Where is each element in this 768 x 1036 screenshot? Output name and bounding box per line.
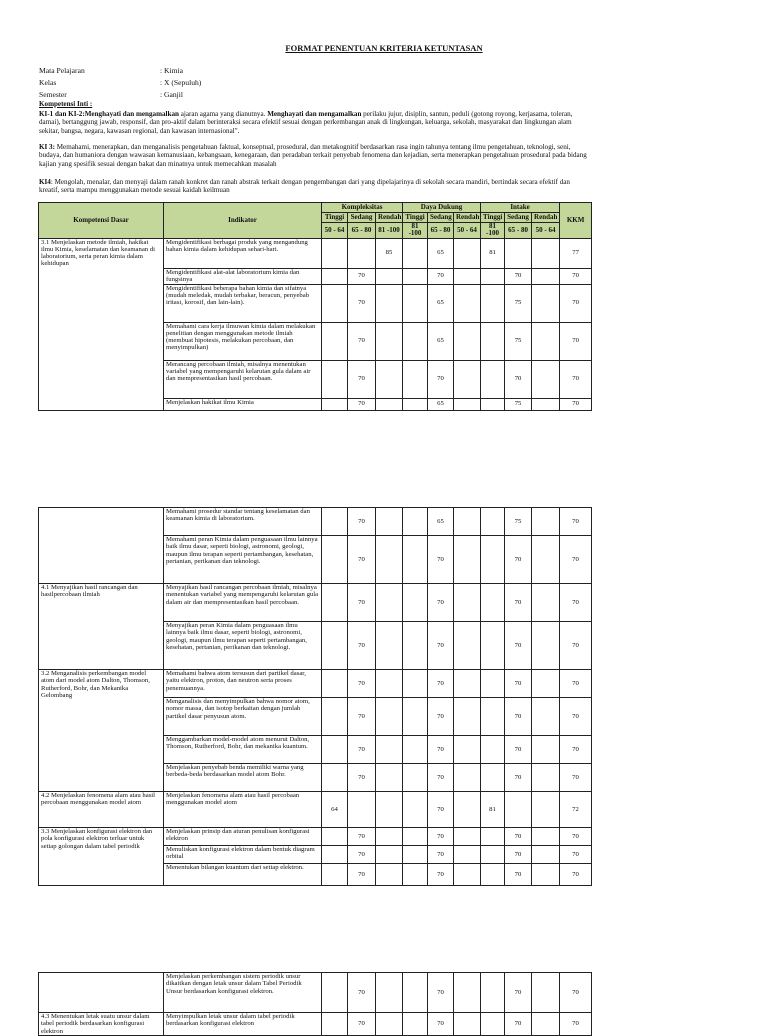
score-cell — [481, 360, 505, 398]
range-label: 50 - 64 — [532, 223, 560, 239]
score-cell — [322, 846, 348, 864]
kompetensi-dasar-cell: 4.1 Menyajikan hasil rancangan dan hasilpercobaan ilmiah — [39, 584, 164, 670]
score-cell: 70 — [505, 973, 532, 1013]
score-cell: 70 — [348, 268, 376, 284]
score-cell: 65 — [428, 238, 454, 268]
score-cell — [532, 736, 560, 764]
score-cell — [322, 828, 348, 846]
indikator-cell: Menjelaskan penyebab benda memiliki warna yang berbeda-beda berdasarkan model atom Bohr. — [164, 764, 322, 792]
score-cell: 70 — [428, 360, 454, 398]
score-cell — [481, 670, 505, 698]
score-cell: 70 — [348, 360, 376, 398]
score-cell: 70 — [348, 508, 376, 536]
score-cell — [403, 864, 428, 886]
table-row — [39, 238, 592, 268]
score-cell — [532, 864, 560, 886]
ki3-paragraph: KI 3: Memahami, menerapkan, dan menganalisis pengetahuan faktual, konseptual, prosedural, dan metakognitif berdasarkan rasa ingin tahunya tentang ilmu pengetahuan, teknologi, seni, budaya, dan humaniora dengan wawasan kemanusiaan, kebangsaan, kenegaraan, dan peradaban terkait penyebab fenomena dan kejadian, serta menerapkan pengetahuan prosedural pada bidang kajian yang spesifik sesuai dengan bakat dan minatnya untuk memecahkan masalah — [39, 143, 587, 168]
score-cell: 65 — [428, 398, 454, 410]
document-title: FORMAT PENENTUAN KRITERIA KETUNTASAN — [285, 43, 483, 53]
score-cell — [376, 508, 403, 536]
kkm-table-continued-2 — [38, 972, 592, 1036]
score-cell — [481, 322, 505, 360]
table-body-page1 — [39, 238, 592, 410]
score-cell: 70 — [505, 764, 532, 792]
kkm-cell: 77 — [560, 238, 592, 268]
score-cell: 70 — [505, 622, 532, 670]
score-cell — [376, 846, 403, 864]
kkm-cell: 70 — [560, 736, 592, 764]
score-cell: 70 — [428, 764, 454, 792]
score-cell: 75 — [505, 284, 532, 322]
level-label: Rendah — [454, 213, 481, 223]
indikator-cell: Menyajikan hasil rancangan percobaan ilmiah, misalnya menentukan variabel yang mempengaruhi kelarutan gula dalam air dan mempresentasikan hasil percobaan. — [164, 584, 322, 622]
score-cell — [454, 508, 481, 536]
score-cell — [481, 764, 505, 792]
kkm-cell: 70 — [560, 622, 592, 670]
indikator-cell: Menyajikan peran Kimia dalam penguasaan ilmu lainnya baik ilmu dasar, seperti biologi, astronomi, geologi, maupun ilmu terapan seperti pertambangan, kesehatan, pertanian, perikanan dan teknologi. — [164, 622, 322, 670]
kkm-cell: 70 — [560, 846, 592, 864]
range-label: 81 -100 — [403, 223, 428, 239]
score-cell: 70 — [428, 864, 454, 886]
score-cell — [454, 698, 481, 736]
score-cell — [376, 864, 403, 886]
score-cell — [376, 828, 403, 846]
ki4-paragraph: KI4: Mengolah, menalar, dan menyaji dalam ranah konkret dan ranah abstrak terkait dengan pengembangan dari yang dipelajarinya di sekolah secara mandiri, bertindak secara efektif dan kreatif, serta mampu menggunakan metode sesuai kaidah keilmuan — [39, 178, 570, 195]
score-cell: 70 — [348, 846, 376, 864]
indikator-cell: Mengidentifikasi beberapa bahan kimia dan sifatnya (mudah meledak, mudah terbakar, beracun, penyebab iritasi, korosif, dan lain-lain). — [164, 284, 322, 322]
score-cell — [454, 670, 481, 698]
score-cell — [322, 622, 348, 670]
score-cell: 70 — [505, 584, 532, 622]
table-body-page2 — [39, 508, 592, 886]
kompetensi-inti-heading: Kompetensi Inti : — [39, 100, 93, 108]
header-kompetensi-dasar: Kompetensi Dasar — [39, 203, 164, 239]
score-cell: 70 — [505, 698, 532, 736]
level-label: Sedang — [348, 213, 376, 223]
score-cell — [532, 698, 560, 736]
table-row — [39, 792, 592, 828]
score-cell — [532, 584, 560, 622]
kompetensi-dasar-cell: 3.3 Menjelaskan konfigurasi elektron dan pola konfigurasi elektron terluar untuk setiap golongan dalam tabel periodik — [39, 828, 164, 886]
score-cell — [532, 622, 560, 670]
score-cell — [481, 508, 505, 536]
meta-label: Mata Pelajaran — [39, 66, 85, 75]
score-cell: 70 — [505, 670, 532, 698]
score-cell — [376, 973, 403, 1013]
score-cell — [454, 284, 481, 322]
level-label: Tinggi — [403, 213, 428, 223]
indikator-cell: Memahami peran Kimia dalam penguasaan ilmu lainnya baik ilmu dasar, seperti biologi, astronomi, geologi, maupun ilmu terapan seperti pertambangan, kesehatan, pertanian, perikanan dan teknologi. — [164, 536, 322, 584]
level-label: Rendah — [532, 213, 560, 223]
score-cell — [454, 536, 481, 584]
score-cell — [403, 238, 428, 268]
score-cell: 70 — [505, 864, 532, 886]
score-cell — [403, 622, 428, 670]
score-cell — [481, 622, 505, 670]
score-cell: 70 — [348, 764, 376, 792]
table-row — [39, 973, 592, 1013]
score-cell — [322, 764, 348, 792]
table-row — [39, 508, 592, 536]
score-cell — [322, 360, 348, 398]
score-cell — [322, 736, 348, 764]
score-cell — [348, 792, 376, 828]
score-cell — [532, 536, 560, 584]
score-cell — [403, 846, 428, 864]
score-cell — [454, 584, 481, 622]
score-cell: 70 — [505, 268, 532, 284]
score-cell: 70 — [505, 360, 532, 398]
score-cell — [481, 973, 505, 1013]
indikator-cell: Merancang percobaan ilmiah, misalnya menentukan variabel yang mempengaruhi kelarutan gula dalam air dan mempresentasikan hasil percobaan. — [164, 360, 322, 398]
score-cell: 70 — [428, 584, 454, 622]
kkm-cell: 70 — [560, 764, 592, 792]
score-cell: 70 — [428, 622, 454, 670]
score-cell: 70 — [428, 536, 454, 584]
score-cell — [454, 828, 481, 846]
score-cell — [376, 792, 403, 828]
score-cell: 70 — [348, 736, 376, 764]
score-cell — [403, 398, 428, 410]
score-cell — [454, 864, 481, 886]
score-cell — [532, 828, 560, 846]
score-cell — [376, 398, 403, 410]
score-cell — [532, 398, 560, 410]
score-cell — [322, 670, 348, 698]
score-cell — [454, 622, 481, 670]
kkm-cell: 70 — [560, 1013, 592, 1036]
indikator-cell: Mengidentifikasi berbagai produk yang mengandung bahan kimia dalam kehidupan sehari-hari. — [164, 238, 322, 268]
level-label: Tinggi — [481, 213, 505, 223]
score-cell — [322, 322, 348, 360]
kkm-cell: 70 — [560, 973, 592, 1013]
score-cell — [403, 736, 428, 764]
header-daya-dukung: Daya Dukung — [403, 203, 481, 213]
indikator-cell: Memahami cara kerja ilmuwan kimia dalam melakukan penelitian dengan menggunakan metode ilmiah (membuat hipotesis, melakukan percobaan, dan menyimpulkan) — [164, 322, 322, 360]
range-label: 81 -100 — [376, 223, 403, 239]
score-cell — [403, 764, 428, 792]
score-cell — [454, 238, 481, 268]
score-cell — [376, 268, 403, 284]
header-kompleksitas: Kompleksitas — [322, 203, 403, 213]
score-cell: 70 — [348, 284, 376, 322]
range-label: 65 - 80 — [505, 223, 532, 239]
score-cell — [403, 828, 428, 846]
score-cell: 70 — [428, 670, 454, 698]
table-row — [39, 828, 592, 846]
meta-value: : Ganjil — [160, 90, 183, 99]
kkm-cell: 70 — [560, 360, 592, 398]
score-cell — [532, 360, 560, 398]
score-cell — [505, 792, 532, 828]
score-cell: 70 — [428, 828, 454, 846]
score-cell — [454, 736, 481, 764]
score-cell: 70 — [348, 322, 376, 360]
score-cell — [532, 322, 560, 360]
table-row — [39, 670, 592, 698]
score-cell: 70 — [348, 584, 376, 622]
score-cell — [481, 398, 505, 410]
score-cell — [322, 864, 348, 886]
indikator-cell: Menjelaskan prinsip dan aturan penulisan konfigurasi elektron — [164, 828, 322, 846]
score-cell: 70 — [348, 973, 376, 1013]
range-label: 65 - 80 — [428, 223, 454, 239]
score-cell — [403, 284, 428, 322]
score-cell: 64 — [322, 792, 348, 828]
kkm-cell: 70 — [560, 398, 592, 410]
kompetensi-dasar-cell: 4.3 Menentukan letak suatu unsur dalam tabel periodik berdasarkan konfigurasi elektron — [39, 1013, 164, 1036]
score-cell: 70 — [505, 736, 532, 764]
score-cell: 70 — [348, 864, 376, 886]
score-cell — [376, 284, 403, 322]
header-indikator: Indikator — [164, 203, 322, 239]
score-cell — [376, 736, 403, 764]
score-cell: 70 — [348, 1013, 376, 1036]
score-cell — [454, 764, 481, 792]
score-cell — [532, 846, 560, 864]
score-cell — [532, 764, 560, 792]
score-cell: 70 — [505, 1013, 532, 1036]
score-cell — [505, 238, 532, 268]
score-cell — [322, 584, 348, 622]
score-cell — [532, 238, 560, 268]
meta-value: : Kimia — [160, 66, 183, 75]
score-cell — [403, 670, 428, 698]
score-cell: 65 — [428, 322, 454, 360]
score-cell: 70 — [428, 973, 454, 1013]
level-label: Sedang — [505, 213, 532, 223]
score-cell — [322, 536, 348, 584]
score-cell: 70 — [505, 536, 532, 584]
score-cell: 70 — [348, 670, 376, 698]
header-intake: Intake — [481, 203, 560, 213]
kkm-cell: 70 — [560, 284, 592, 322]
score-cell — [454, 322, 481, 360]
score-cell: 70 — [348, 622, 376, 670]
score-cell — [376, 670, 403, 698]
score-cell: 70 — [505, 828, 532, 846]
score-cell: 70 — [428, 846, 454, 864]
score-cell — [376, 322, 403, 360]
score-cell — [481, 736, 505, 764]
score-cell — [403, 322, 428, 360]
score-cell — [454, 360, 481, 398]
kkm-cell: 70 — [560, 698, 592, 736]
score-cell — [403, 698, 428, 736]
score-cell: 70 — [505, 846, 532, 864]
score-cell: 65 — [428, 508, 454, 536]
score-cell — [322, 238, 348, 268]
score-cell — [403, 792, 428, 828]
kkm-cell: 72 — [560, 792, 592, 828]
score-cell — [532, 284, 560, 322]
kkm-cell: 70 — [560, 536, 592, 584]
table-body-page3 — [39, 973, 592, 1036]
score-cell — [322, 268, 348, 284]
score-cell — [454, 268, 481, 284]
score-cell — [376, 360, 403, 398]
kkm-cell: 70 — [560, 322, 592, 360]
score-cell — [532, 508, 560, 536]
score-cell — [322, 284, 348, 322]
score-cell: 75 — [505, 398, 532, 410]
score-cell: 70 — [348, 536, 376, 584]
indikator-cell: Memahami bahwa atom tersusun dari partikel dasar, yaitu elektron, proton, dan neutron serta proses penemuannya. — [164, 670, 322, 698]
kkm-cell: 70 — [560, 584, 592, 622]
range-label: 65 - 80 — [348, 223, 376, 239]
score-cell: 70 — [428, 736, 454, 764]
score-cell: 70 — [428, 1013, 454, 1036]
meta-label: Kelas — [39, 78, 57, 87]
kkm-cell: 70 — [560, 864, 592, 886]
kompetensi-dasar-cell — [39, 973, 164, 1013]
score-cell — [403, 360, 428, 398]
indikator-cell: Menjelaskan fenomena alam atau hasil percobaan menggunakan model atom — [164, 792, 322, 828]
range-label: 50 - 64 — [322, 223, 348, 239]
score-cell: 75 — [505, 322, 532, 360]
kkm-cell: 70 — [560, 670, 592, 698]
kompetensi-dasar-cell: 3.2 Menganalisis perkembangan model atom dari model atom Dalton, Thomson, Rutherford, Bohr, dan Mekanika Gelombang — [39, 670, 164, 792]
level-label: Tinggi — [322, 213, 348, 223]
indikator-cell: Menyimpulkan letak unsur dalam tabel periodik berdasarkan konfigurasi elektron — [164, 1013, 322, 1036]
score-cell: 70 — [428, 268, 454, 284]
kkm-cell: 70 — [560, 828, 592, 846]
score-cell — [403, 973, 428, 1013]
score-cell: 70 — [428, 698, 454, 736]
score-cell — [481, 284, 505, 322]
indikator-cell: Menuliskan konfigurasi elektron dalam bentuk diagram orbital — [164, 846, 322, 864]
score-cell — [481, 268, 505, 284]
score-cell — [376, 698, 403, 736]
ki12-paragraph: KI-1 dan KI-2:Menghayati dan mengamalkan ajaran agama yang dianutnya. Menghayati dan mengamalkan perilaku jujur, disiplin, santun, peduli (gotong royong, kerjasama, toleran, damai), bertanggung jawab, responsif, dan pro-aktif dalam berinteraksi secara efektif sesuai dengan perkembangan anak di lingkungan, keluarga, sekolah, masyarakat dan lingkungan alam sekitar, bangsa, negara, kawasan regional, dan kawasan internasional". — [39, 110, 573, 135]
header-kkm: KKM — [560, 203, 592, 239]
meta-label: Semester — [39, 90, 67, 99]
indikator-cell: Menjelaskan hakikat ilmu Kimia — [164, 398, 322, 410]
meta-value: : X (Sepuluh) — [160, 78, 202, 87]
indikator-cell: Menggambarkan model-model atom menurut Dalton, Thomson, Rutherford, Bohr, dan mekanika kuantum. — [164, 736, 322, 764]
score-cell — [322, 698, 348, 736]
score-cell: 65 — [428, 284, 454, 322]
kompetensi-dasar-cell: 3.1 Menjelaskan metode ilmiah, hakikat ilmu Kimia, keselamatan dan keamanan di laboratorium, serta peran kimia dalam kehidupan — [39, 238, 164, 410]
score-cell — [376, 764, 403, 792]
score-cell — [532, 268, 560, 284]
score-cell: 70 — [348, 828, 376, 846]
range-label: 50 - 64 — [454, 223, 481, 239]
score-cell: 70 — [348, 698, 376, 736]
indikator-cell: Mengidentifikasi alat-alat laboratorium kimia dan fungsinya — [164, 268, 322, 284]
score-cell — [454, 792, 481, 828]
score-cell — [532, 670, 560, 698]
score-cell — [403, 584, 428, 622]
score-cell: 75 — [505, 508, 532, 536]
score-cell — [348, 238, 376, 268]
score-cell — [481, 584, 505, 622]
score-cell — [454, 398, 481, 410]
score-cell — [403, 508, 428, 536]
score-cell — [481, 698, 505, 736]
kompetensi-dasar-cell — [39, 508, 164, 584]
score-cell — [376, 584, 403, 622]
score-cell — [532, 792, 560, 828]
score-cell: 70 — [428, 792, 454, 828]
kkm-table — [38, 202, 592, 411]
score-cell: 70 — [348, 398, 376, 410]
score-cell — [481, 846, 505, 864]
level-label: Sedang — [428, 213, 454, 223]
kkm-table-continued — [38, 507, 592, 886]
indikator-cell: Menganalisis dan menyimpulkan bahwa nomor atom, nomor massa, dan isotop berkaitan dengan jumlah partikel dasar penyusun atom. — [164, 698, 322, 736]
score-cell — [376, 622, 403, 670]
score-cell — [322, 508, 348, 536]
kompetensi-dasar-cell: 4.2 Menjelaskan fenomena alam atau hasil percobaan menggunakan model atom — [39, 792, 164, 828]
score-cell — [481, 536, 505, 584]
indikator-cell: Memahami prosedur standar tentang keselamatan dan keamanan kimia di laboratorium. — [164, 508, 322, 536]
kkm-cell: 70 — [560, 268, 592, 284]
score-cell — [481, 864, 505, 886]
score-cell — [481, 828, 505, 846]
indikator-cell: Menentukan bilangan kuantum dari setiap elektron. — [164, 864, 322, 886]
table-row — [39, 584, 592, 622]
score-cell — [376, 536, 403, 584]
score-cell — [322, 398, 348, 410]
score-cell: 81 — [481, 238, 505, 268]
score-cell — [322, 973, 348, 1013]
range-label: 81 -100 — [481, 223, 505, 239]
score-cell — [403, 536, 428, 584]
score-cell: 85 — [376, 238, 403, 268]
score-cell — [403, 268, 428, 284]
indikator-cell: Menjelaskan perkembangan sistem periodik unsur dikaitkan dengan letak unsur dalam Tabel Periodik Unsur berdasarkan konfigurasi elektron. — [164, 973, 322, 1013]
kkm-cell: 70 — [560, 508, 592, 536]
score-cell: 81 — [481, 792, 505, 828]
level-label: Rendah — [376, 213, 403, 223]
score-cell — [454, 846, 481, 864]
score-cell — [454, 973, 481, 1013]
score-cell — [532, 973, 560, 1013]
